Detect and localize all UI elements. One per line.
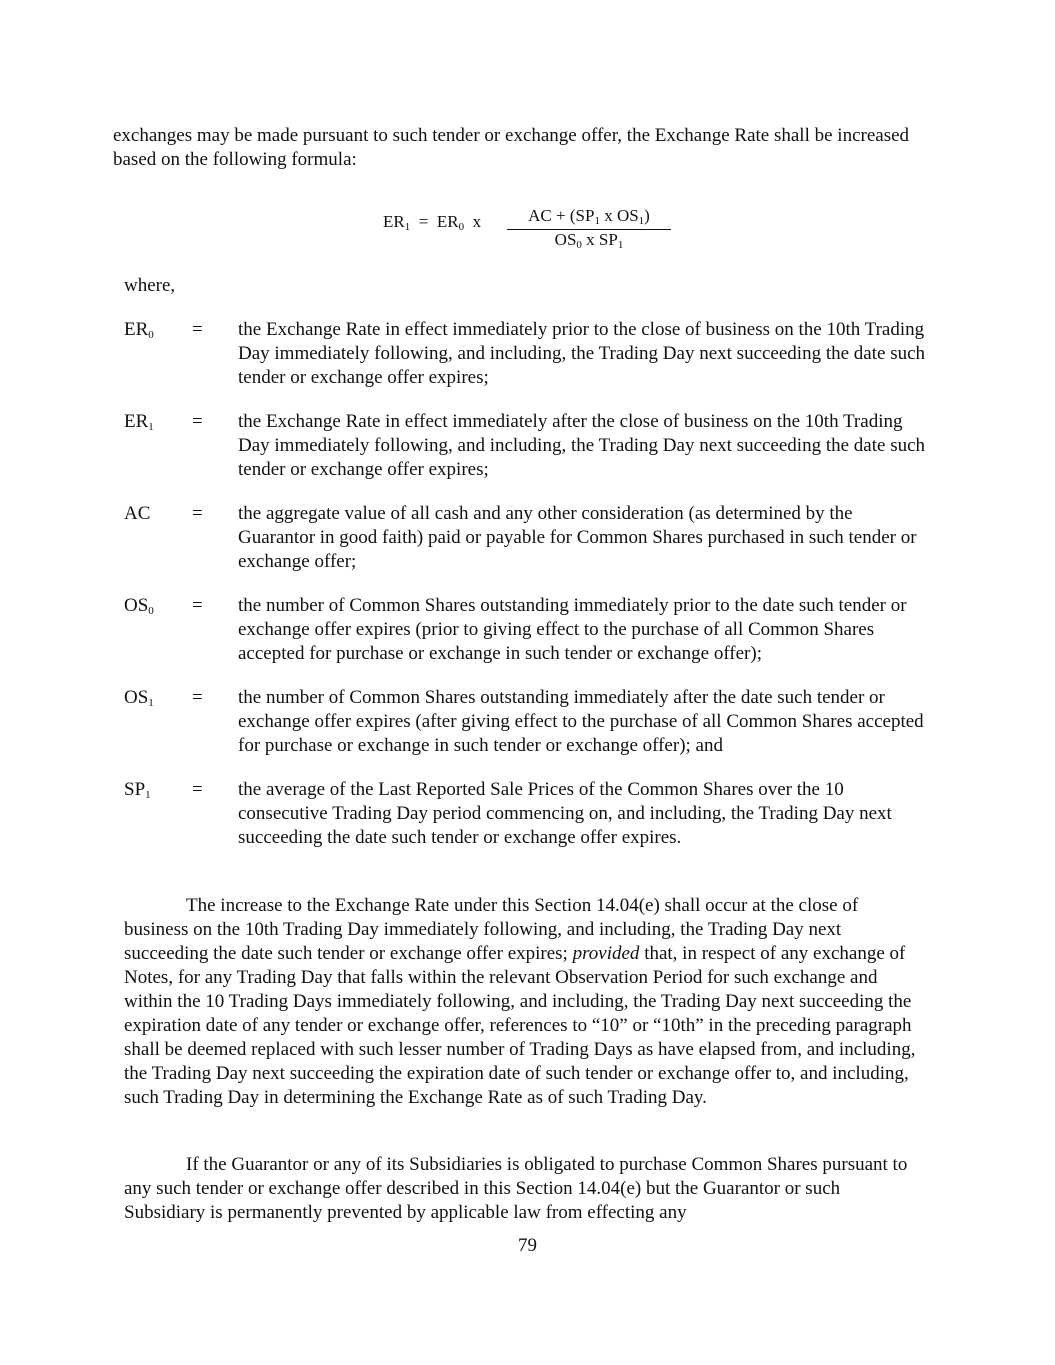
formula-equals: = [418, 212, 429, 231]
formula-er0: $ER_0$ [436, 212, 465, 233]
definition-term: $ER_0$ [124, 319, 154, 341]
page-number: 79 [518, 1235, 537, 1256]
formula-er1: $ER_1$ [383, 212, 411, 233]
definition-item [124, 594, 934, 666]
definition-text: the aggregate value of all cash and any other consideration (as determined by the Guarantor in good faith) paid or payable for Common Shares purchased in such tender or exchange offer; [238, 503, 917, 572]
definition-item [124, 778, 934, 850]
definition-term: $SP_1$ [124, 779, 151, 801]
definition-term: AC [124, 503, 151, 524]
definition-equals: = [192, 779, 203, 800]
definition-term: $OS_0$ [124, 595, 154, 617]
formula-numerator: AC + ($SP_1$ x $OS_1$) [507, 206, 671, 230]
definition-term: $ER_1$ [124, 411, 154, 433]
definitions-list [124, 318, 934, 870]
definition-text: the number of Common Shares outstanding immediately prior to the date such tender or exchange offer expires (prior to giving effect to the purchase of all Common Shares accepted for purchase or exchange in such tender or exchange offer); [238, 595, 907, 664]
definition-equals: = [192, 503, 203, 524]
definition-text: the average of the Last Reported Sale Prices of the Common Shares over the 10 consecutive Trading Day period commencing on, and including, the Trading Day next succeeding the date such tender or exchange offer expires. [238, 779, 892, 848]
where-label: where, [124, 275, 176, 296]
obligation-paragraph: If the Guarantor or any of its Subsidiaries is obligated to purchase Common Shares pursuant to any such tender or exchange offer described in this Section 14.04(e) but the Guarantor or such Subsidiary is permanently prevented by applicable law from effecting any [124, 1154, 908, 1223]
formula-lhs [383, 212, 481, 234]
definition-item [124, 318, 934, 390]
definition-equals: = [192, 687, 203, 708]
formula-times: x [472, 212, 482, 231]
definition-equals: = [192, 595, 203, 616]
definition-item [124, 502, 934, 574]
intro-paragraph: exchanges may be made pursuant to such tender or exchange offer, the Exchange Rate shall be increased based on the following formula: [113, 125, 910, 170]
definition-text: the Exchange Rate in effect immediately after the close of business on the 10th Trading Day immediately following, and including, the Trading Day next succeeding the date such tender or exchange offer expires; [238, 411, 926, 480]
definition-equals: = [192, 319, 203, 340]
formula-denominator: $OS_0$ x $SP_1$ [554, 230, 624, 251]
formula-fraction [507, 206, 671, 252]
increase-timing-paragraph: The increase to the Exchange Rate under this Section 14.04(e) shall occur at the close of business on the 10th Trading Day immediately following, and including, the Trading Day next succeeding the date such tender or exchange offer expires; provided that, in respect of any exchange of Notes, for any Trading Day that falls within the relevant Observation Period for such exchange and within the 10 Trading Days immediately following, and including, the Trading Day next succeeding the expiration date of any tender or exchange offer, references to “10” or “10th” in the preceding paragraph shall be deemed replaced with such lesser number of Trading Days as have elapsed from, and including, the Trading Day next succeeding the expiration date of such tender or exchange offer to, and including, such Trading Day in determining the Exchange Rate as of such Trading Day. [124, 895, 916, 1108]
definition-text: the number of Common Shares outstanding immediately after the date such tender or exchange offer expires (after giving effect to the purchase of all Common Shares accepted for purchase or exchange in such tender or exchange offer); and [238, 687, 924, 756]
provided-emphasis: provided [572, 943, 640, 964]
definition-equals: = [192, 411, 203, 432]
definition-item [124, 686, 934, 758]
definition-term: $OS_1$ [124, 687, 154, 709]
definition-item [124, 410, 934, 482]
definition-text: the Exchange Rate in effect immediately prior to the close of business on the 10th Trading Day immediately following, and including, the Trading Day next succeeding the date such tender or exchange offer expires; [238, 319, 926, 388]
